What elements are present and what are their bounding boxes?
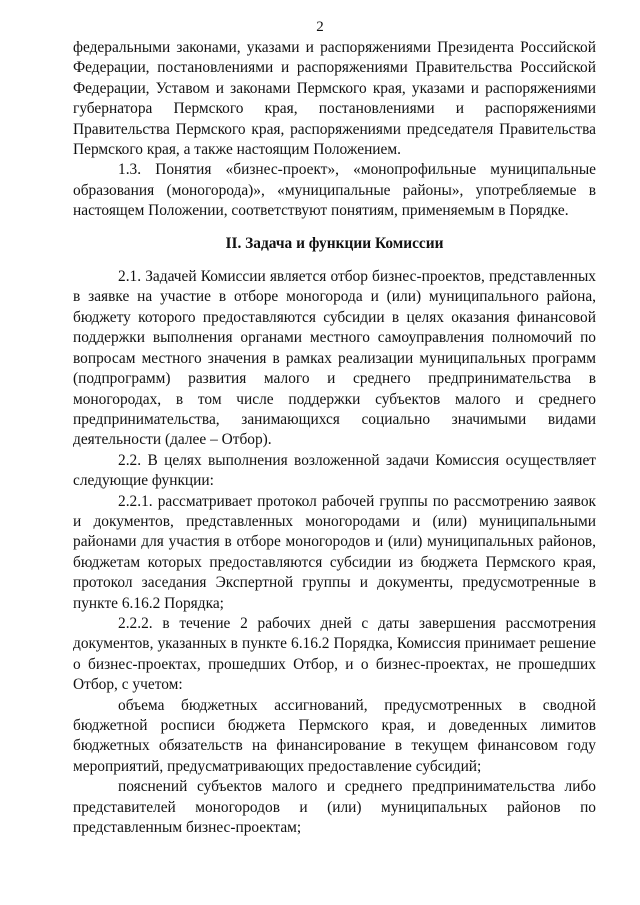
section-heading: II. Задача и функции Комиссии xyxy=(225,234,444,252)
paragraph-budget-allocations: объема бюджетных ассигнований, предусмотренных в сводной бюджетной росписи бюджета Пермского края, и доведенных лимитов бюджетных обязательств на финансирование в текущем финансовом году мероприятий, предусматривающих предоставление субсидий; xyxy=(73,696,596,775)
paragraph-explanations: пояснений субъектов малого и среднего предпринимательства либо представителей моногородов и (или) муниципальных районов по представленным бизнес-проектам; xyxy=(73,778,596,837)
paragraph-1-3: 1.3. Понятия «бизнес-проект», «монопрофильные муниципальные образования (моногорода)», «муниципальные районы», употребляемые в настоящем Положении, соответствуют понятиям, применяемым в Порядке. xyxy=(73,161,596,220)
paragraph-2-2: 2.2. В целях выполнения возложенной задачи Комиссия осуществляет следующие функции: xyxy=(73,451,596,490)
paragraph-2-1: 2.1. Задачей Комиссии является отбор бизнес-проектов, представленных в заявке на участие в отборе моногорода и (или) муниципального района, бюджету которого предоставляются субсидии в целях оказания финансовой поддержки выполнения органами местного самоуправления полномочий по вопросам местного значения в рамках реализации муниципальных программ (подпрограмм) развития малого и среднего предпринимательства в моногородах, в том числе поддержки субъектов малого и среднего предпринимательства, занимающихся социально значимыми видами деятельности (далее – Отбор). xyxy=(73,268,596,449)
paragraph-2-2-2: 2.2.2. в течение 2 рабочих дней с даты завершения рассмотрения документов, указанных в пункте 6.16.2 Порядка, Комиссия принимает решение о бизнес-проектах, прошедших Отбор, и о бизнес-проектах, не прошедших Отбор, с учетом: xyxy=(73,614,596,694)
paragraph-2-2-1: 2.2.1. рассматривает протокол рабочей группы по рассмотрению заявок и документов, представленных моногородами и (или) муниципальными районами для участия в отборе моногородов и (или) муниципальных районов, бюджетам которых предоставляются субсидии из бюджета Пермского края, протокол заседания Экспертной группы и документы, предусмотренные в пункте 6.16.2 Порядка; xyxy=(73,492,596,612)
document-body xyxy=(73,38,596,838)
paragraph-continuation: федеральными законами, указами и распоряжениями Президента Российской Федерации, постановлениями и распоряжениями Правительства Российской Федерации, Уставом и законами Пермского края, указами и распоряжениями губернатора Пермского края, постановлениями и распоряжениями Правительства Пермского края, распоряжениями председателя Правительства Пермского края, а также настоящим Положением. xyxy=(73,39,596,159)
page-number: 2 xyxy=(316,19,324,35)
